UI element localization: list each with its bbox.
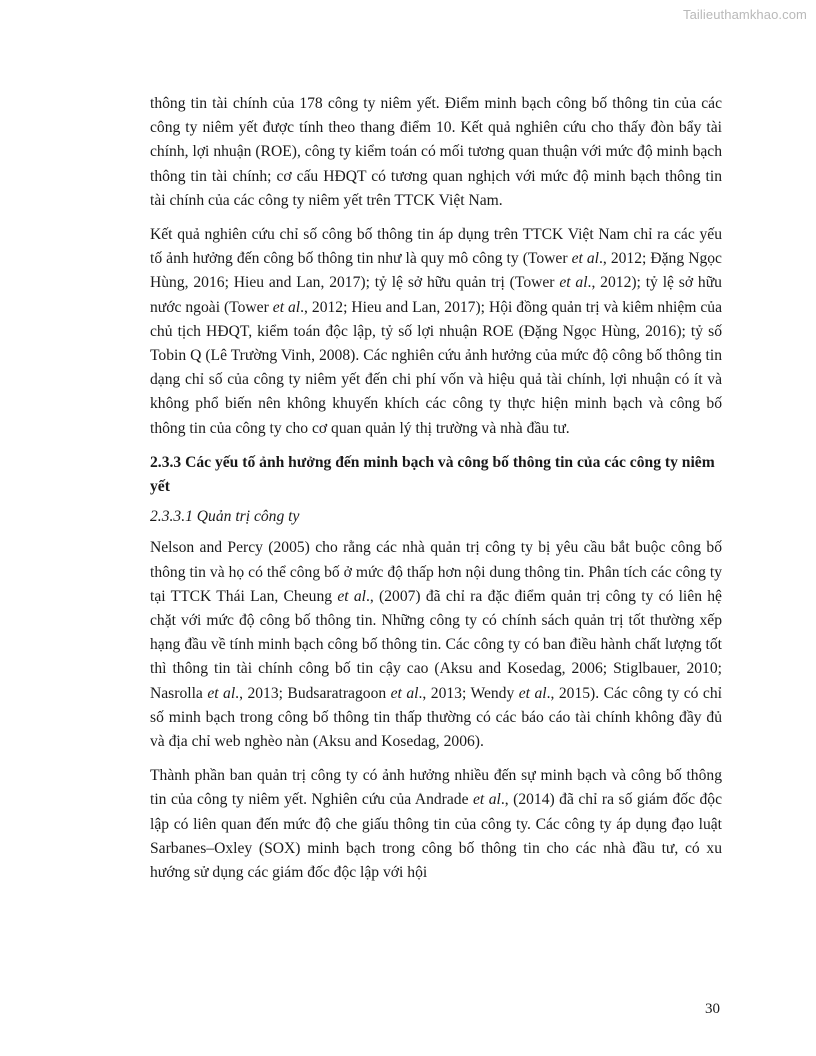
italic-citation: et al <box>390 684 419 702</box>
section-heading: 2.3.3 Các yếu tố ảnh hưởng đến minh bạch và công bố thông tin của các công ty niêm yết <box>150 453 715 496</box>
text-run: ., 2013; Budsaratragoon <box>235 684 391 702</box>
paragraph-3 <box>150 536 722 754</box>
italic-citation: et al <box>272 298 301 316</box>
text-run: ., 2012; Hieu and Lan, 2017); Hội đồng quản trị và kiêm nhiệm của chủ tịch HĐQT, kiểm toán độc lập, tỷ số lợi nhuận ROE (Đặng Ngọc Hùng, 2016); tỷ số Tobin Q (Lê Trường Vinh, 2008). Các nghiên cứu ảnh hưởng của mức độ công bố thông tin dạng chỉ số của công ty niêm yết đến chi phí vốn và hiệu quả tài chính, lợi nhuận có ít và không phổ biến nên không khuyến khích các công ty thực hiện minh bạch và công bố thông tin của công ty cho cơ quan quản lý thị trường và nhà đầu tư. <box>150 298 722 437</box>
page-number: 30 <box>705 1001 720 1017</box>
text-run: ., (2007) đã chỉ ra đặc điểm quản trị công ty có liên hệ chặt với mức độ công bố thông tin. Những công ty có chính sách quản trị tốt thường xếp hạng đầu về tính minh bạch công bố thông tin. Các công ty có ban điều hành chất lượng tốt thì thông tin tài chính công bố tin cậy cao (Aksu and Kosedag, 2006; Stiglbauer, 2010; Nasrolla <box>150 587 722 702</box>
text-run: Nelson and Percy (2005) cho rằng các nhà quản trị công ty bị yêu cầu bắt buộc công bố thông tin và họ có thể công bố ở mức độ thấp hơn nội dung thông tin. Phân tích các công ty tại TTCK Thái Lan, Cheung <box>150 539 722 605</box>
italic-citation: et al <box>472 791 501 809</box>
text-run: ., (2014) đã chỉ ra số giám đốc độc lập có liên quan đến mức độ che giấu thông tin của công ty. Các công ty áp dụng đạo luật Sarbanes–Oxley (SOX) minh bạch trong công bố thông tin cho các nhà đầu tư, có xu hướng sử dụng các giám đốc độc lập với hội <box>150 791 722 882</box>
text-run: ., 2012); tỷ lệ sở hữu nước ngoài (Tower <box>150 274 722 316</box>
text-run: Thành phần ban quản trị công ty có ảnh hưởng nhiều đến sự minh bạch và công bố thông tin của công ty niêm yết. Nghiên cứu của Andrade <box>150 767 722 809</box>
paragraph-2 <box>150 223 722 441</box>
italic-citation: et al <box>518 684 547 702</box>
text-run: Kết quả nghiên cứu chỉ số công bố thông tin áp dụng trên TTCK Việt Nam chỉ ra các yếu tố ảnh hưởng đến công bố thông tin như là quy mô công ty (Tower <box>150 226 722 268</box>
paragraph-4 <box>150 764 722 885</box>
italic-citation: et al <box>337 587 366 605</box>
italic-citation: et al <box>559 274 588 292</box>
italic-citation: et al <box>571 250 599 268</box>
text-run: ., 2015). Các công ty có chỉ số minh bạch trong công bố thông tin thấp thường có các báo cáo tài chính không đầy đủ và địa chỉ web nghèo nàn (Aksu and Kosedag, 2006). <box>150 684 722 751</box>
watermark: Tailieuthamkhao.com <box>682 7 807 22</box>
text-run: ., 2012; Đặng Ngọc Hùng, 2016; Hieu and Lan, 2017); tỷ lệ sở hữu quản trị (Tower <box>150 250 722 292</box>
italic-citation: et al <box>207 684 236 702</box>
text-run: ., 2013; Wendy <box>418 684 519 702</box>
paragraph-1: thông tin tài chính của 178 công ty niêm yết. Điểm minh bạch công bố thông tin của các công ty niêm yết được tính theo thang điểm 10. Kết quả nghiên cứu cho thấy đòn bẩy tài chính, lợi nhuận (ROE), công ty kiểm toán có mối tương quan thuận với mức độ minh bạch thông tin tài chính; cơ cấu HĐQT có tương quan nghịch với mức độ minh bạch thông tin tài chính của các công ty niêm yết trên TTCK Việt Nam. <box>150 95 722 209</box>
page-body <box>150 92 722 895</box>
subsection-heading: 2.3.3.1 Quản trị công ty <box>150 508 300 526</box>
